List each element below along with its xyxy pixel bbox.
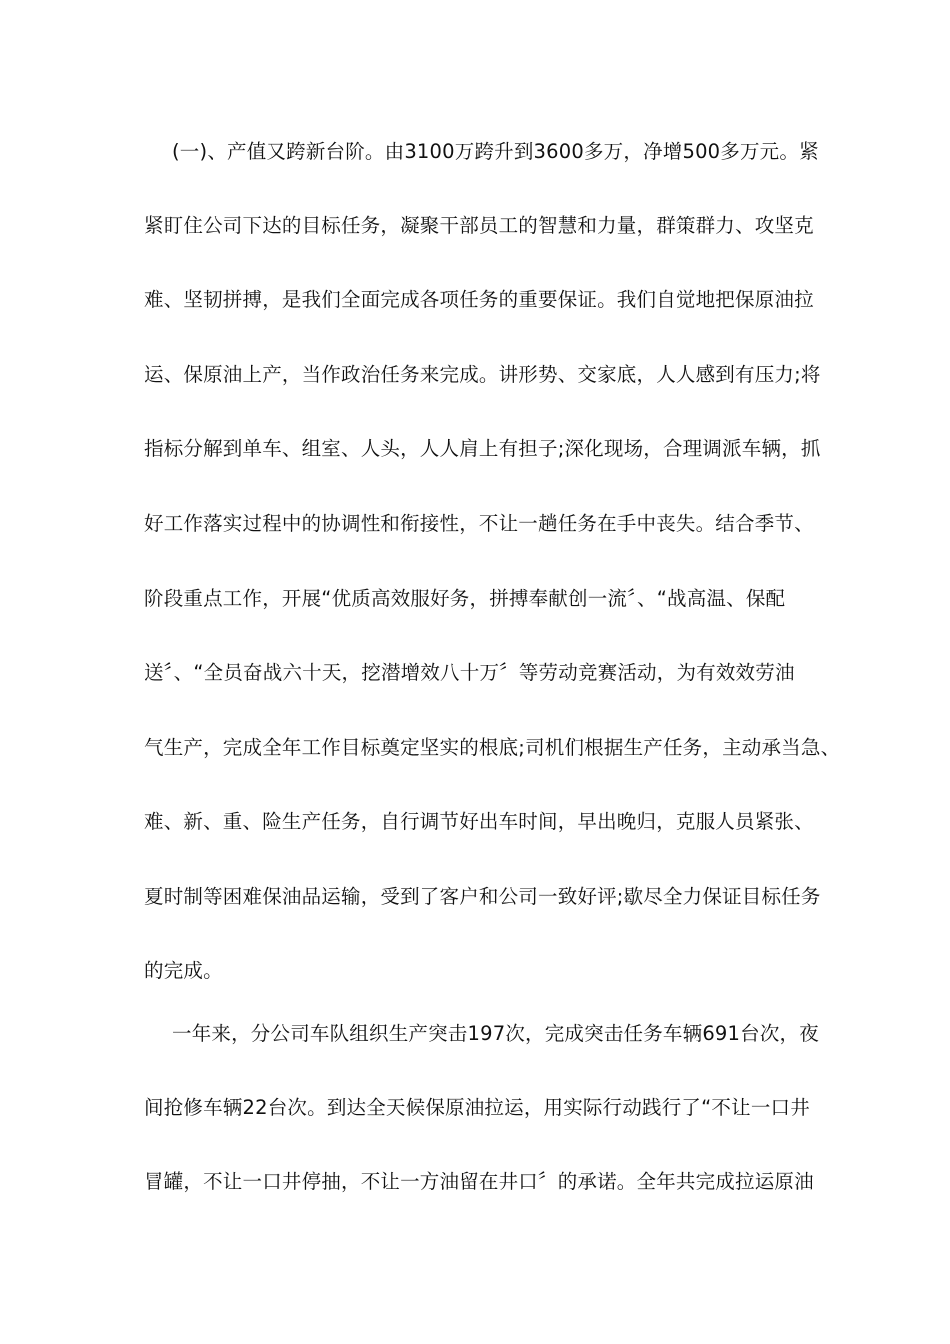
paragraph-1-line-5: 指标分解到单车、组室、人头，人人肩上有担子;深化现场，合理调派车辆，抓: [144, 437, 821, 460]
paragraph-1-line-4: 运、保原油上产，当作政治任务来完成。讲形势、交家底，人人感到有压力;将: [144, 363, 821, 386]
paragraph-1-line-7: 阶段重点工作，开展“优质高效服好务，拼搏奉献创一流〞、“战高温、保配: [144, 587, 786, 610]
paragraph-2-line-2: 间抢修车辆22台次。到达全天候保原油拉运，用实际行动践行了“不让一口井: [144, 1096, 810, 1119]
paragraph-1-line-2: 紧盯住公司下达的目标任务，凝聚干部员工的智慧和力量，群策群力、攻坚克: [144, 214, 814, 237]
paragraph-2-line-1: 一年来，分公司车队组织生产突击197次，完成突击任务车辆691台次，夜: [172, 1022, 819, 1045]
paragraph-1-line-10: 难、新、重、险生产任务，自行调节好出车时间，早出晚归，克服人员紧张、: [144, 810, 814, 833]
paragraph-1-line-3: 难、坚韧拼搏，是我们全面完成各项任务的重要保证。我们自觉地把保原油拉: [144, 288, 814, 311]
paragraph-1-line-1: (一)、产值又跨新台阶。由3100万跨升到3600多万，净增500多万元。紧: [172, 140, 819, 163]
paragraph-1-line-6: 好工作落实过程中的协调性和衔接性，不让一趟任务在手中丧失。结合季节、: [144, 512, 814, 535]
paragraph-2-line-3: 冒罐，不让一口井停抽，不让一方油留在井口〞的承诺。全年共完成拉运原油: [144, 1170, 814, 1193]
paragraph-1-line-8: 送〞、“全员奋战六十天，挖潜增效八十万〞等劳动竞赛活动，为有效效劳油: [144, 661, 795, 684]
paragraph-1-line-11: 夏时制等困难保油品运输，受到了客户和公司一致好评;歇尽全力保证目标任务: [144, 885, 821, 908]
paragraph-1-line-9: 气生产，完成全年工作目标奠定坚实的根底;司机们根据生产任务，主动承当急、: [144, 736, 841, 759]
paragraph-1-line-12: 的完成。: [144, 959, 223, 982]
